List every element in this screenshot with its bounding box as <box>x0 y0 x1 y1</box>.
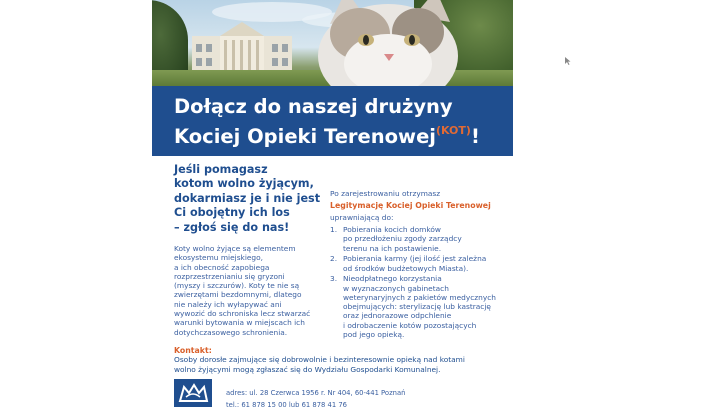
right-sub-text: uprawniającą do: <box>330 213 394 222</box>
header-photo <box>152 0 513 86</box>
right-intro-text: Po zarejestrowaniu otrzymasz <box>330 189 441 198</box>
list-item-text: Nieodpłatnego korzystania w wyznaczonych gabinetach weterynaryjnych z pakietów medycznych obejmujących: sterylizację lub kastrację oraz jednorazowe odpchlenie i odrobaczenie kotów pozostających pod jego opieką. <box>343 274 496 340</box>
title-abbreviation: (KOT) <box>435 124 471 137</box>
cat-photo-icon <box>300 0 470 86</box>
list-item <box>330 225 510 253</box>
title-line-1: Dołącz do naszej drużyny <box>174 95 453 118</box>
list-item-text: Pobierania karmy (jej ilość jest zależna od środków budżetowych Miasta). <box>343 254 487 273</box>
list-item <box>330 254 510 273</box>
title-line-2-text: Kociej Opieki Terenowej <box>174 125 436 148</box>
address-text: adres: ul. 28 Czerwca 1956 r. Nr 404, 60-441 Poznań tel.: 61 878 15 00 lub 61 878 41 76 <box>226 389 406 409</box>
contact-text: Osoby dorosłe zajmujące się dobrowolnie i bezinteresownie opieką nad kotami wolno żyjącymi mogą zgłaszać się do Wydziału Gospodarki Komunalnej. <box>174 355 465 374</box>
theatre-building-icon <box>182 14 302 74</box>
contact-heading: Kontakt: <box>174 346 212 355</box>
list-item-number: 1. <box>330 225 338 234</box>
benefits-list <box>330 225 510 341</box>
poster <box>152 0 513 409</box>
title-band <box>152 86 513 156</box>
city-logo-icon <box>174 379 212 407</box>
card-name-text: Legitymację Kociej Opieki Terenowej <box>330 201 491 210</box>
body-text-left: Koty wolno żyjące są elementem ekosystemu miejskiego, a ich obecność zapobiega rozprzestrzenianiu się gryzoni (myszy i szczurów). Koty te nie są zwierzętami bezdomnymi, dlatego nie należy ich wyłapywać ani wywozić do schroniska lecz stwarzać warunki bytowania w miejscach ich dotychczasowego schronienia. <box>174 244 311 337</box>
list-item-number: 2. <box>330 254 338 264</box>
list-item-text: Pobierania kocich domków po przedłożeniu zgody zarządcy terenu na ich postawienie. <box>343 225 462 253</box>
mouse-cursor-icon <box>565 57 571 65</box>
lead-text: Jeśli pomagasz kotom wolno żyjącym, dokarmiasz je i nie jest Ci obojętny ich los – zgłoś się do nas! <box>174 163 321 234</box>
list-item-number: 3. <box>330 274 338 284</box>
list-item <box>330 274 510 339</box>
title-exclamation: ! <box>470 125 480 148</box>
title-line-2 <box>174 119 504 149</box>
city-logo-graphic <box>174 379 212 407</box>
poster-title <box>174 95 504 149</box>
